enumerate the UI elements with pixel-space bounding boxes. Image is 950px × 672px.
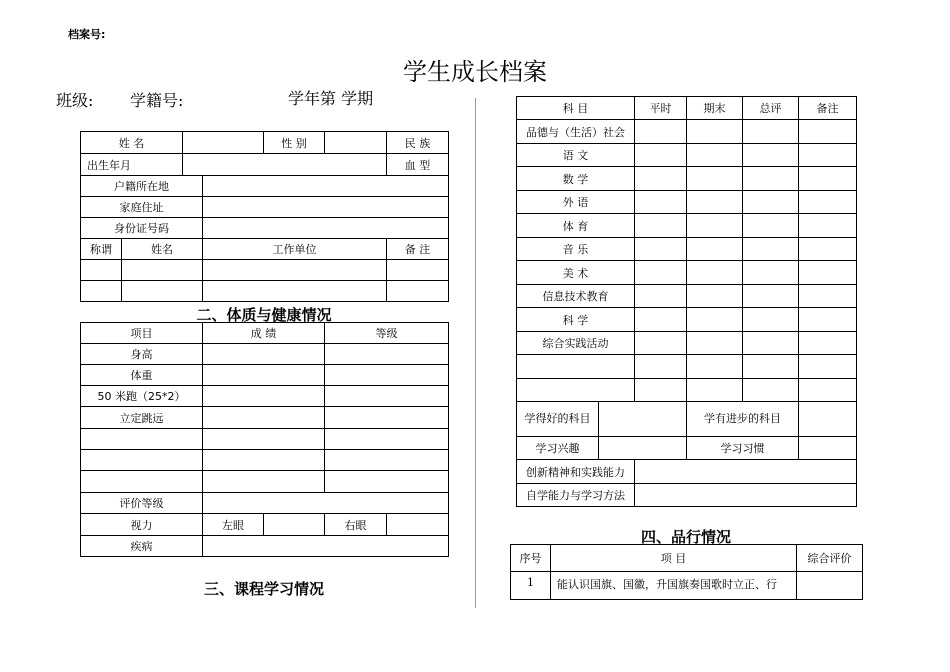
- habits-value[interactable]: [799, 437, 857, 460]
- course-subject: 信息技术教育: [517, 285, 635, 308]
- physique-row-run: 50 米跑（25*2）: [81, 386, 203, 407]
- grade-cell[interactable]: [687, 214, 743, 238]
- section3-title: 三、课程学习情况: [203, 580, 324, 598]
- grade-cell[interactable]: [517, 355, 635, 379]
- interest-label: 学习兴趣: [517, 437, 599, 460]
- grade-cell[interactable]: [635, 379, 687, 402]
- page-title: 学生成长档案: [403, 58, 547, 86]
- grade-cell[interactable]: [743, 167, 799, 191]
- innovation-label: 创新精神和实践能力: [517, 460, 635, 484]
- conduct-row-no: 1: [511, 572, 551, 600]
- grade-cell[interactable]: [743, 261, 799, 285]
- grade-cell[interactable]: [743, 308, 799, 332]
- ethnicity-label: 民 族: [387, 132, 449, 154]
- family-header-work: 工作单位: [203, 239, 387, 260]
- student-number-label: 学籍号:: [130, 91, 184, 110]
- grade-cell[interactable]: [635, 355, 687, 379]
- courses-table: [516, 96, 857, 507]
- grade-cell[interactable]: [743, 120, 799, 144]
- course-header-overall: 总评: [743, 97, 799, 120]
- grade-cell[interactable]: [743, 214, 799, 238]
- good-subject-value[interactable]: [599, 402, 687, 437]
- gender-label: 性 别: [264, 132, 325, 154]
- physique-cell[interactable]: [325, 344, 449, 365]
- blood-label: 血 型: [387, 154, 449, 176]
- grade-cell[interactable]: [743, 238, 799, 261]
- grade-cell[interactable]: [799, 191, 857, 214]
- grade-cell[interactable]: [687, 285, 743, 308]
- family-cell[interactable]: [203, 260, 387, 281]
- course-header-final: 期末: [687, 97, 743, 120]
- physique-cell[interactable]: [203, 471, 325, 493]
- course-subject: 音 乐: [517, 238, 635, 261]
- household-label: 户籍所在地: [81, 176, 203, 197]
- term-label: 学年第 学期: [288, 89, 374, 108]
- course-subject: 数 学: [517, 167, 635, 191]
- physique-cell[interactable]: [325, 429, 449, 450]
- conduct-header-eval: 综合评价: [797, 545, 863, 572]
- family-cell[interactable]: [203, 281, 387, 302]
- rating-label: 评价等级: [81, 493, 203, 514]
- course-subject: 品德与（生活）社会: [517, 120, 635, 144]
- physique-cell[interactable]: [203, 407, 325, 429]
- physique-cell[interactable]: [203, 365, 325, 386]
- rating-value[interactable]: [203, 493, 449, 514]
- family-cell[interactable]: [81, 281, 122, 302]
- physique-cell[interactable]: [81, 471, 203, 493]
- grade-cell[interactable]: [635, 214, 687, 238]
- page-divider: [475, 98, 476, 608]
- family-cell[interactable]: [387, 260, 449, 281]
- course-header-daily: 平时: [635, 97, 687, 120]
- physique-row-jump: 立定跳远: [81, 407, 203, 429]
- right-eye-label: 右眼: [325, 514, 387, 536]
- conduct-row-text: 能认识国旗、国徽，升国旗奏国歌时立正、行: [551, 572, 797, 600]
- grade-cell[interactable]: [743, 355, 799, 379]
- family-header-relation: 称谓: [81, 239, 122, 260]
- grade-cell[interactable]: [799, 355, 857, 379]
- grade-cell[interactable]: [687, 120, 743, 144]
- grade-cell[interactable]: [799, 308, 857, 332]
- physique-cell[interactable]: [325, 386, 449, 407]
- physique-row-weight: 体重: [81, 365, 203, 386]
- grade-cell[interactable]: [635, 191, 687, 214]
- grade-cell[interactable]: [687, 308, 743, 332]
- physique-cell[interactable]: [81, 429, 203, 450]
- grade-cell[interactable]: [635, 238, 687, 261]
- improved-subject-label: 学有进步的科目: [687, 402, 799, 437]
- grade-cell[interactable]: [687, 191, 743, 214]
- grade-cell[interactable]: [687, 379, 743, 402]
- grade-cell[interactable]: [635, 285, 687, 308]
- disease-label: 疾病: [81, 536, 203, 557]
- physique-header-grade: 等级: [325, 323, 449, 344]
- grade-cell[interactable]: [743, 332, 799, 355]
- improved-subject-value[interactable]: [799, 402, 857, 437]
- address-label: 家庭住址: [81, 197, 203, 218]
- grade-cell[interactable]: [687, 261, 743, 285]
- family-cell[interactable]: [81, 260, 122, 281]
- section4-title: 四、品行情况: [640, 528, 731, 546]
- grade-cell[interactable]: [687, 332, 743, 355]
- course-subject: 语 文: [517, 144, 635, 167]
- birth-label: 出生年月: [81, 154, 183, 176]
- innovation-value[interactable]: [635, 460, 857, 484]
- grade-cell[interactable]: [743, 191, 799, 214]
- grade-cell[interactable]: [687, 355, 743, 379]
- grade-cell[interactable]: [635, 167, 687, 191]
- conduct-table: [510, 544, 863, 600]
- grade-cell[interactable]: [517, 379, 635, 402]
- habits-label: 学习习惯: [687, 437, 799, 460]
- physique-cell[interactable]: [203, 429, 325, 450]
- household-value[interactable]: [203, 176, 449, 197]
- course-header-subject: 科 目: [517, 97, 635, 120]
- grade-cell[interactable]: [635, 261, 687, 285]
- vision-label: 视力: [81, 514, 203, 536]
- course-subject: 外 语: [517, 191, 635, 214]
- physique-cell[interactable]: [203, 344, 325, 365]
- physique-header-item: 项目: [81, 323, 203, 344]
- course-subject: 科 学: [517, 308, 635, 332]
- conduct-header-no: 序号: [511, 545, 551, 572]
- self-study-label: 自学能力与学习方法: [517, 484, 635, 507]
- conduct-row-eval[interactable]: [797, 572, 863, 600]
- grade-cell[interactable]: [799, 332, 857, 355]
- birth-value[interactable]: [183, 154, 387, 176]
- grade-cell[interactable]: [743, 144, 799, 167]
- name-label: 姓 名: [81, 132, 183, 154]
- family-header-name: 姓名: [122, 239, 203, 260]
- physique-cell[interactable]: [325, 471, 449, 493]
- grade-cell[interactable]: [799, 214, 857, 238]
- physique-cell[interactable]: [203, 386, 325, 407]
- grade-cell[interactable]: [687, 144, 743, 167]
- grade-cell[interactable]: [687, 167, 743, 191]
- conduct-header-item: 项 目: [551, 545, 797, 572]
- name-value[interactable]: [183, 132, 264, 154]
- self-study-value[interactable]: [635, 484, 857, 507]
- physique-table: [80, 322, 449, 557]
- physique-cell[interactable]: [325, 450, 449, 471]
- physique-cell[interactable]: [325, 407, 449, 429]
- course-subject: 美 术: [517, 261, 635, 285]
- grade-cell[interactable]: [687, 238, 743, 261]
- course-subject: 体 育: [517, 214, 635, 238]
- disease-value[interactable]: [203, 536, 449, 557]
- class-label: 班级:: [56, 91, 94, 110]
- grade-cell[interactable]: [799, 379, 857, 402]
- right-eye-value[interactable]: [387, 514, 449, 536]
- grade-cell[interactable]: [635, 308, 687, 332]
- physique-row-height: 身高: [81, 344, 203, 365]
- course-subject: 综合实践活动: [517, 332, 635, 355]
- grade-cell[interactable]: [799, 167, 857, 191]
- grade-cell[interactable]: [799, 238, 857, 261]
- grade-cell[interactable]: [799, 285, 857, 308]
- basic-info-table: [80, 131, 449, 302]
- course-header-remark: 备注: [799, 97, 857, 120]
- grade-cell[interactable]: [635, 120, 687, 144]
- family-cell[interactable]: [387, 281, 449, 302]
- good-subject-label: 学得好的科目: [517, 402, 599, 437]
- family-cell[interactable]: [122, 281, 203, 302]
- grade-cell[interactable]: [799, 144, 857, 167]
- address-value[interactable]: [203, 197, 449, 218]
- gender-value[interactable]: [325, 132, 387, 154]
- archive-number-label: 档案号:: [68, 28, 106, 41]
- family-header-remark: 备 注: [387, 239, 449, 260]
- grade-cell[interactable]: [799, 120, 857, 144]
- section2-title: 二、体质与健康情况: [196, 306, 332, 324]
- physique-cell[interactable]: [325, 365, 449, 386]
- grade-cell[interactable]: [743, 285, 799, 308]
- grade-cell[interactable]: [635, 144, 687, 167]
- physique-header-score: 成 绩: [203, 323, 325, 344]
- family-cell[interactable]: [122, 260, 203, 281]
- left-eye-label: 左眼: [203, 514, 264, 536]
- id-number-value[interactable]: [203, 218, 449, 239]
- grade-cell[interactable]: [743, 379, 799, 402]
- id-number-label: 身份证号码: [81, 218, 203, 239]
- physique-cell[interactable]: [203, 450, 325, 471]
- physique-cell[interactable]: [81, 450, 203, 471]
- left-eye-value[interactable]: [264, 514, 325, 536]
- grade-cell[interactable]: [799, 261, 857, 285]
- interest-value[interactable]: [599, 437, 687, 460]
- grade-cell[interactable]: [635, 332, 687, 355]
